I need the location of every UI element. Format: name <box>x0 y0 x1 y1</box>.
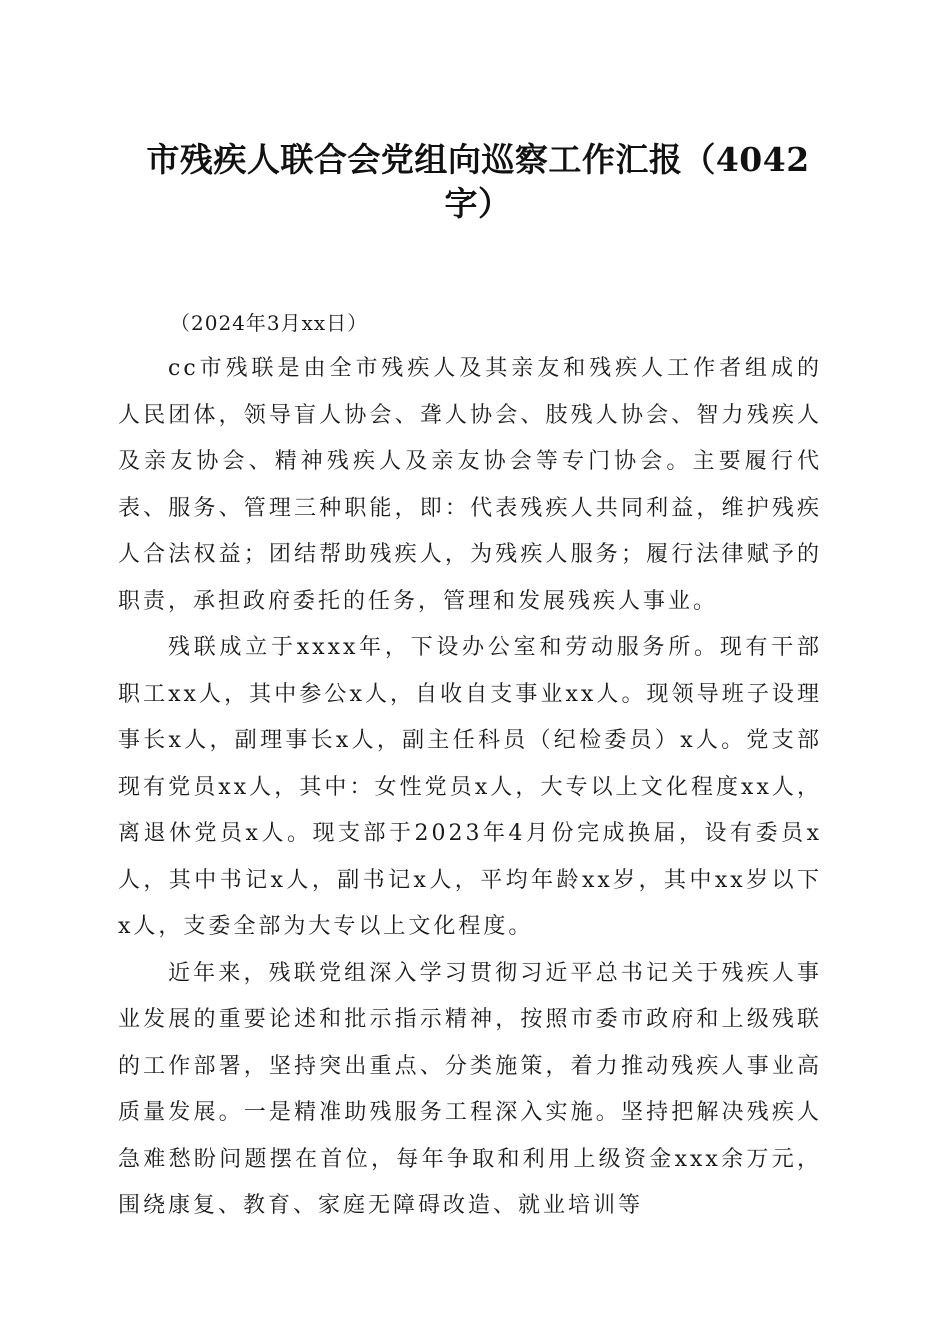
document-date: （2024年3月xx日） <box>170 311 369 335</box>
paragraph-organization: 残联成立于xxxx年，下设办公室和劳动服务所。现有干部职工xx人，其中参公x人，自收自支事业xx人。现领导班子设理事长x人，副理事长x人，副主任科员（纪检委员）x人。党支部现有党员xx人，其中：女性党员x人，大专以上文化程度xx人，离退休党员x人。现支部于2023年4月份完成换届，设有委员x人，其中书记x人，副书记x人，平均年龄xx岁，其中xx岁以下x人，支委全部为大专以上文化程度。 <box>118 635 822 939</box>
document-title <box>118 138 838 226</box>
paragraph-intro: cc市残联是由全市残疾人及其亲友和残疾人工作者组成的人民团体，领导盲人协会、聋人协会、肢残人协会、智力残疾人及亲友协会、精神残疾人及亲友协会等专门协会。主要履行代表、服务、管理三种职能，即：代表残疾人共同利益，维护残疾人合法权益；团结帮助残疾人，为残疾人服务；履行法律赋予的职责，承担政府委托的任务，管理和发展残疾人事业。 <box>118 356 822 614</box>
title-line-1: 市残疾人联合会党组向巡察工作汇报（4042 <box>146 140 810 179</box>
title-line-2: 字） <box>444 184 512 223</box>
paragraph-achievements: 近年来，残联党组深入学习贯彻习近平总书记关于残疾人事业发展的重要论述和批示指示精神，按照市委市政府和上级残联的工作部署，坚持突出重点、分类施策，着力推动残疾人事业高质量发展。一是精准助残服务工程深入实施。坚持把解决残疾人急难愁盼问题摆在首位，每年争取和利用上级资金xxx余万元，围绕康复、教育、家庭无障碍改造、就业培训等 <box>118 960 822 1218</box>
